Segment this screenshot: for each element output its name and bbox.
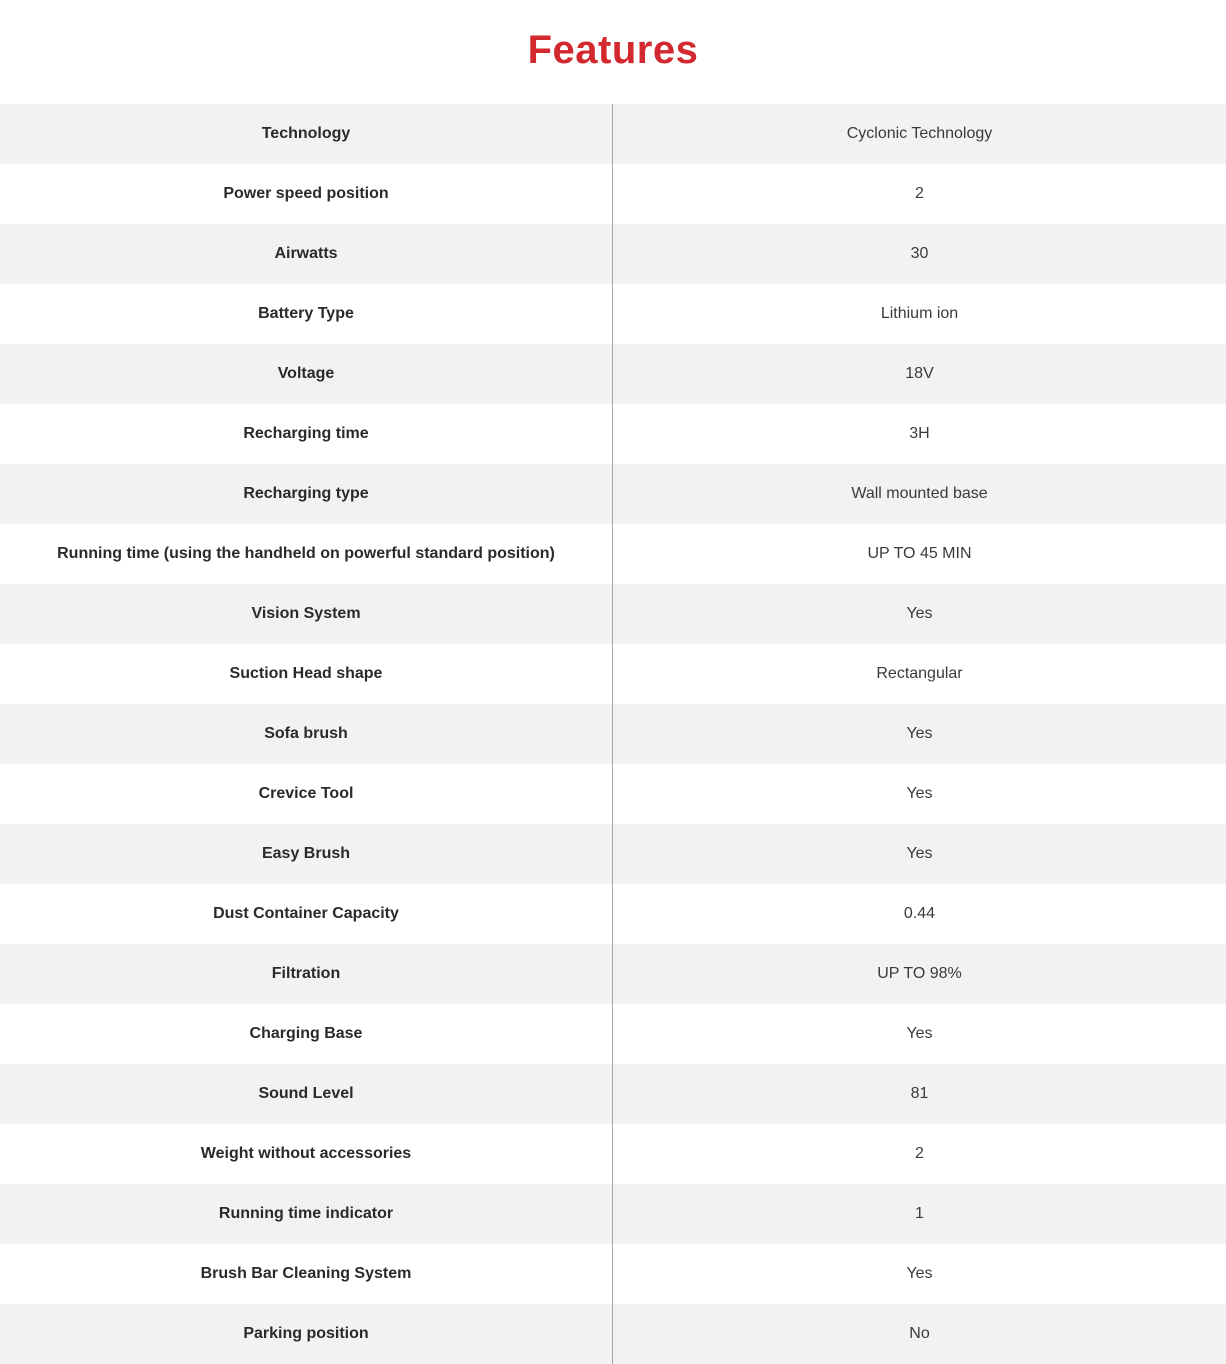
feature-label: Running time indicator <box>0 1184 613 1244</box>
feature-value: Rectangular <box>876 665 963 682</box>
table-row <box>0 1124 1226 1184</box>
feature-value: UP TO 98% <box>877 965 962 982</box>
feature-value: Wall mounted base <box>851 485 988 502</box>
table-row <box>0 404 1226 464</box>
feature-value: 18V <box>905 365 934 382</box>
feature-value: 2 <box>915 1145 924 1162</box>
feature-label: Weight without accessories <box>0 1124 613 1184</box>
feature-label: Brush Bar Cleaning System <box>0 1244 613 1304</box>
feature-label: Recharging time <box>0 404 613 464</box>
table-row <box>0 1004 1226 1064</box>
feature-label: Suction Head shape <box>0 644 613 704</box>
table-row <box>0 284 1226 344</box>
feature-value: Yes <box>906 785 933 802</box>
table-row <box>0 644 1226 704</box>
table-row <box>0 104 1226 164</box>
feature-label: Airwatts <box>0 224 613 284</box>
feature-value: Cyclonic Technology <box>846 125 993 142</box>
table-row <box>0 464 1226 524</box>
page-title: Features <box>527 27 699 72</box>
table-row <box>0 584 1226 644</box>
table-row <box>0 1184 1226 1244</box>
feature-value: 3H <box>909 425 930 442</box>
feature-value: 1 <box>915 1205 924 1222</box>
feature-label: Battery Type <box>0 284 613 344</box>
feature-value: 81 <box>910 1085 929 1102</box>
feature-label: Filtration <box>0 944 613 1004</box>
table-row <box>0 164 1226 224</box>
feature-value: No <box>909 1325 930 1342</box>
feature-label: Power speed position <box>0 164 613 224</box>
table-row <box>0 824 1226 884</box>
feature-value: 2 <box>915 185 924 202</box>
feature-label: Dust Container Capacity <box>0 884 613 944</box>
feature-value: UP TO 45 MIN <box>867 545 972 562</box>
feature-label: Easy Brush <box>0 824 613 884</box>
table-row <box>0 344 1226 404</box>
table-row <box>0 224 1226 284</box>
feature-value: Yes <box>906 1025 933 1042</box>
feature-value: Yes <box>906 1265 933 1282</box>
feature-value: Yes <box>906 605 933 622</box>
feature-label: Technology <box>0 104 613 164</box>
feature-label: Parking position <box>0 1304 613 1364</box>
feature-label: Charging Base <box>0 1004 613 1064</box>
table-row <box>0 884 1226 944</box>
table-row <box>0 764 1226 824</box>
table-row <box>0 1064 1226 1124</box>
feature-label: Sound Level <box>0 1064 613 1124</box>
feature-value: Lithium ion <box>880 305 959 322</box>
feature-value: Yes <box>906 845 933 862</box>
feature-label: Recharging type <box>0 464 613 524</box>
table-row <box>0 704 1226 764</box>
feature-label: Crevice Tool <box>0 764 613 824</box>
feature-value: 30 <box>910 245 929 262</box>
feature-label: Vision System <box>0 584 613 644</box>
feature-label: Running time (using the handheld on powerful standard position) <box>0 524 613 584</box>
features-table <box>0 104 1226 1364</box>
table-row <box>0 944 1226 1004</box>
table-row <box>0 1244 1226 1304</box>
feature-label: Sofa brush <box>0 704 613 764</box>
feature-value: Yes <box>906 725 933 742</box>
table-row <box>0 524 1226 584</box>
feature-label: Voltage <box>0 344 613 404</box>
features-header <box>0 0 1226 104</box>
table-row <box>0 1304 1226 1364</box>
feature-value: 0.44 <box>903 905 936 922</box>
